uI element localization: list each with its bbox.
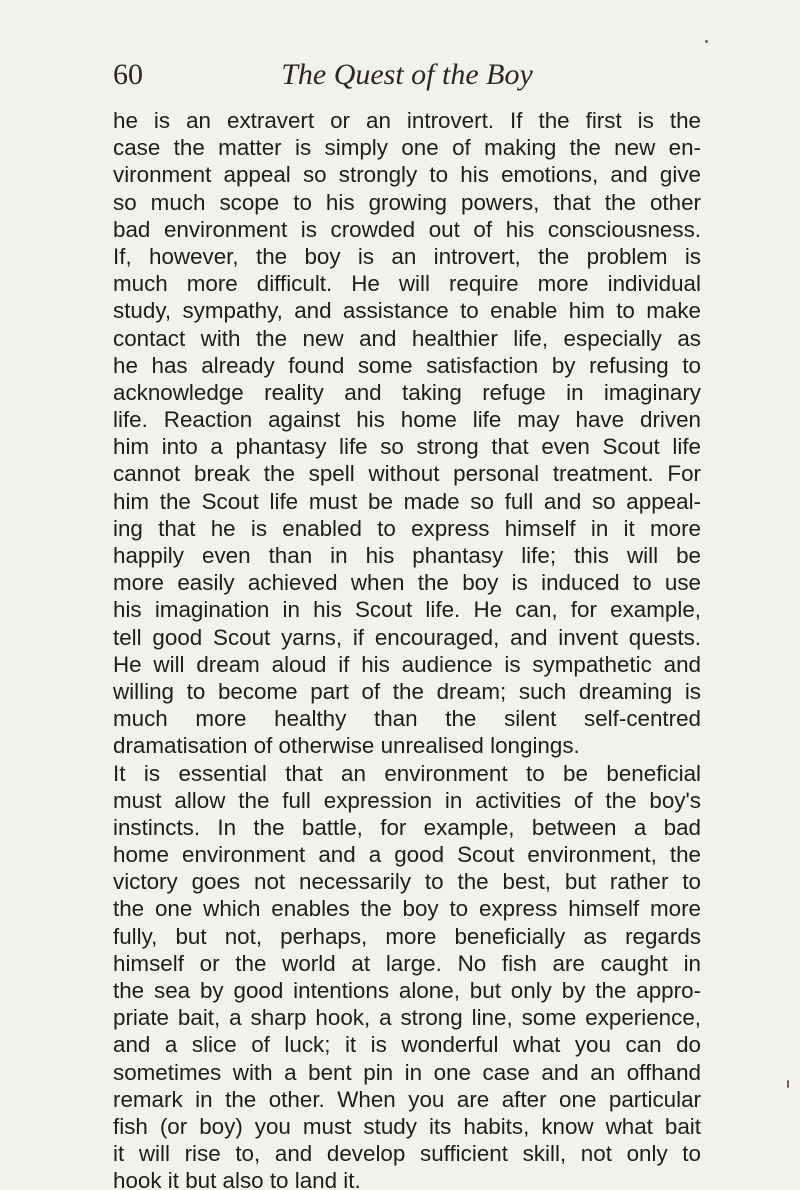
text-line: case the matter is simply one of making the new en- [113,135,701,161]
text-line: him into a phantasy life so strong that even Scout life [113,434,701,460]
text-line: acknowledge reality and taking refuge in imaginary [113,379,701,405]
text-line: life. Reaction against his home life may have driven [113,407,701,433]
text-line: fully, but not, perhaps, more beneficially as regards [113,923,701,949]
text-line: more easily achieved when the boy is induced to use [113,570,701,596]
text-line: ing that he is enabled to express himself in it more [113,515,701,541]
text-line: If, however, the boy is an introvert, the problem is [113,243,701,269]
page-header [113,58,701,98]
text-line: priate bait, a sharp hook, a strong line, some experience, [113,1005,701,1031]
text-line: him the Scout life must be made so full and so appeal- [113,488,701,514]
text-line: he is an extravert or an introvert. If the first is the [113,108,701,133]
text-line: the sea by good intentions alone, but only by the appro- [113,978,701,1003]
text-line: contact with the new and healthier life, especially as [113,325,701,351]
paper-speck [705,40,708,43]
text-line: He will dream aloud if his audience is sympathetic and [113,651,701,677]
text-line: hook it but also to land it. [113,1168,361,1190]
text-line: it will rise to, and develop sufficient skill, not only to [113,1141,701,1167]
text-line: the one which enables the boy to express himself more [113,896,701,922]
text-line: his imagination in his Scout life. He can, for example, [113,597,701,623]
text-line: fish (or boy) you must study its habits, know what bait [113,1113,701,1139]
text-line: remark in the other. When you are after one particular [113,1086,701,1112]
text-line: happily even than in his phantasy life; this will be [113,543,701,568]
text-line: home environment and a good Scout environment, the [113,842,701,868]
text-line: himself or the world at large. No fish are caught in [113,950,701,976]
text-line: he has already found some satisfaction by refusing to [113,352,701,378]
text-line: and a slice of luck; it is wonderful what you can do [113,1032,701,1058]
text-line: instincts. In the battle, for example, between a bad [113,814,701,840]
text-line: sometimes with a bent pin in one case and an offhand [113,1059,701,1085]
text-line: victory goes not necessarily to the best, but rather to [113,869,701,895]
text-line: It is essential that an environment to be beneficial [113,760,701,786]
text-line: cannot break the spell without personal treatment. For [113,461,701,487]
paper-speck [787,1080,789,1088]
text-line: willing to become part of the dream; such dreaming is [113,678,701,704]
text-line: much more difficult. He will require more individual [113,271,701,297]
running-title: The Quest of the Boy [281,58,533,91]
text-line: tell good Scout yarns, if encouraged, and invent quests. [113,624,701,650]
page-number: 60 [113,58,143,91]
body-text [113,107,701,1190]
text-line: dramatisation of otherwise unrealised longings. [113,733,580,759]
text-line: must allow the full expression in activities of the boy's [113,787,701,813]
text-line: so much scope to his growing powers, that the other [113,189,701,215]
text-line: study, sympathy, and assistance to enable him to make [113,298,701,324]
text-line: bad environment is crowded out of his consciousness. [113,216,701,242]
text-line: vironment appeal so strongly to his emotions, and give [113,162,701,188]
text-line: much more healthy than the silent self-centred [113,706,701,732]
